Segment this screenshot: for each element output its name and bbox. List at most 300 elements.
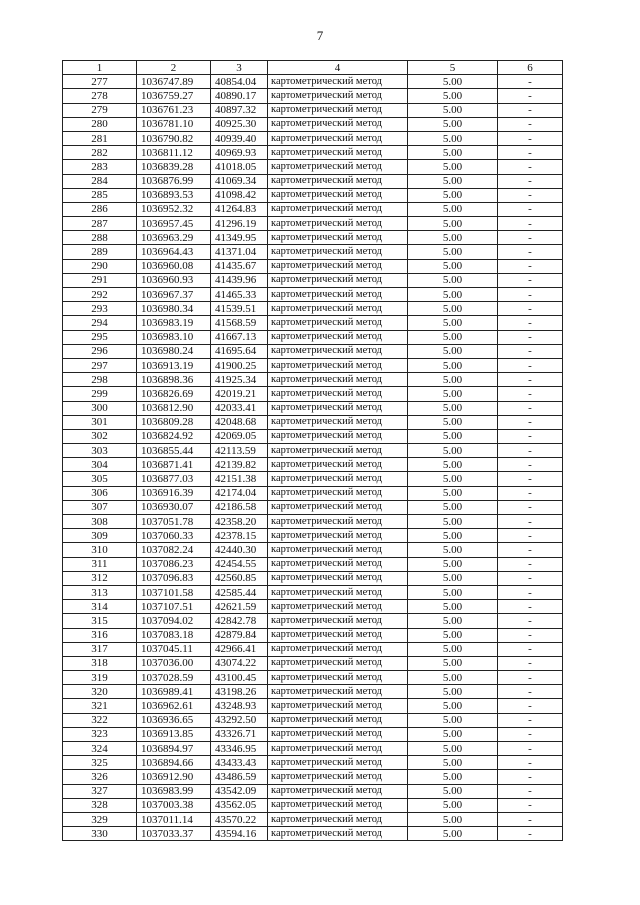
note-cell: - (498, 557, 563, 571)
y-coordinate-cell: 41018.05 (211, 160, 268, 174)
note-cell: - (498, 699, 563, 713)
table-row (63, 458, 563, 472)
point-number-cell: 282 (63, 146, 137, 160)
x-coordinate-cell: 1037107.51 (137, 600, 211, 614)
x-coordinate-cell: 1036913.19 (137, 358, 211, 372)
y-coordinate-cell: 41900.25 (211, 358, 268, 372)
y-coordinate-cell: 43542.09 (211, 784, 268, 798)
note-cell: - (498, 685, 563, 699)
point-number-cell: 280 (63, 117, 137, 131)
y-coordinate-cell: 43486.59 (211, 770, 268, 784)
accuracy-cell: 5.00 (408, 387, 498, 401)
accuracy-cell: 5.00 (408, 812, 498, 826)
y-coordinate-cell: 41435.67 (211, 259, 268, 273)
table-row (63, 146, 563, 160)
y-coordinate-cell: 42069.05 (211, 429, 268, 443)
point-number-cell: 328 (63, 798, 137, 812)
note-cell: - (498, 515, 563, 529)
x-coordinate-cell: 1036952.32 (137, 202, 211, 216)
point-number-cell: 330 (63, 827, 137, 841)
accuracy-cell: 5.00 (408, 188, 498, 202)
method-cell: картометрический метод (268, 557, 408, 571)
method-cell: картометрический метод (268, 288, 408, 302)
y-coordinate-cell: 42186.58 (211, 500, 268, 514)
y-coordinate-cell: 43100.45 (211, 671, 268, 685)
accuracy-cell: 5.00 (408, 614, 498, 628)
table-row (63, 401, 563, 415)
x-coordinate-cell: 1036826.69 (137, 387, 211, 401)
note-cell: - (498, 784, 563, 798)
point-number-cell: 278 (63, 89, 137, 103)
accuracy-cell: 5.00 (408, 89, 498, 103)
table-row (63, 259, 563, 273)
table-row (63, 387, 563, 401)
note-cell: - (498, 344, 563, 358)
point-number-cell: 292 (63, 288, 137, 302)
method-cell: картометрический метод (268, 827, 408, 841)
x-coordinate-cell: 1036980.34 (137, 302, 211, 316)
note-cell: - (498, 571, 563, 585)
point-number-cell: 306 (63, 486, 137, 500)
x-coordinate-cell: 1037003.38 (137, 798, 211, 812)
note-cell: - (498, 89, 563, 103)
accuracy-cell: 5.00 (408, 358, 498, 372)
point-number-cell: 289 (63, 245, 137, 259)
table-row (63, 202, 563, 216)
table-row (63, 117, 563, 131)
point-number-cell: 314 (63, 600, 137, 614)
accuracy-cell: 5.00 (408, 288, 498, 302)
x-coordinate-cell: 1037083.18 (137, 628, 211, 642)
note-cell: - (498, 812, 563, 826)
method-cell: картометрический метод (268, 543, 408, 557)
point-number-cell: 326 (63, 770, 137, 784)
method-cell: картометрический метод (268, 486, 408, 500)
point-number-cell: 294 (63, 316, 137, 330)
table-row (63, 373, 563, 387)
method-cell: картометрический метод (268, 798, 408, 812)
x-coordinate-cell: 1037082.24 (137, 543, 211, 557)
method-cell: картометрический метод (268, 585, 408, 599)
x-coordinate-cell: 1036759.27 (137, 89, 211, 103)
y-coordinate-cell: 42019.21 (211, 387, 268, 401)
note-cell: - (498, 131, 563, 145)
method-cell: картометрический метод (268, 316, 408, 330)
table-row (63, 273, 563, 287)
accuracy-cell: 5.00 (408, 770, 498, 784)
note-cell: - (498, 231, 563, 245)
accuracy-cell: 5.00 (408, 117, 498, 131)
method-cell: картометрический метод (268, 103, 408, 117)
point-number-cell: 295 (63, 330, 137, 344)
note-cell: - (498, 628, 563, 642)
x-coordinate-cell: 1036824.92 (137, 429, 211, 443)
y-coordinate-cell: 43248.93 (211, 699, 268, 713)
x-coordinate-cell: 1037033.37 (137, 827, 211, 841)
point-number-cell: 287 (63, 217, 137, 231)
table-row (63, 444, 563, 458)
x-coordinate-cell: 1037011.14 (137, 812, 211, 826)
x-coordinate-cell: 1036855.44 (137, 444, 211, 458)
point-number-cell: 324 (63, 742, 137, 756)
point-number-cell: 281 (63, 131, 137, 145)
y-coordinate-cell: 41925.34 (211, 373, 268, 387)
y-coordinate-cell: 42033.41 (211, 401, 268, 415)
y-coordinate-cell: 42174.04 (211, 486, 268, 500)
y-coordinate-cell: 41296.19 (211, 217, 268, 231)
coordinates-table (62, 60, 563, 841)
point-number-cell: 311 (63, 557, 137, 571)
table-row (63, 557, 563, 571)
accuracy-cell: 5.00 (408, 656, 498, 670)
method-cell: картометрический метод (268, 174, 408, 188)
note-cell: - (498, 415, 563, 429)
note-cell: - (498, 373, 563, 387)
x-coordinate-cell: 1036790.82 (137, 131, 211, 145)
y-coordinate-cell: 42621.59 (211, 600, 268, 614)
accuracy-cell: 5.00 (408, 131, 498, 145)
note-cell: - (498, 529, 563, 543)
method-cell: картометрический метод (268, 472, 408, 486)
note-cell: - (498, 642, 563, 656)
method-cell: картометрический метод (268, 231, 408, 245)
table-header-row (63, 61, 563, 75)
method-cell: картометрический метод (268, 273, 408, 287)
method-cell: картометрический метод (268, 89, 408, 103)
accuracy-cell: 5.00 (408, 259, 498, 273)
column-header: 5 (408, 61, 498, 75)
point-number-cell: 307 (63, 500, 137, 514)
x-coordinate-cell: 1036871.41 (137, 458, 211, 472)
note-cell: - (498, 217, 563, 231)
x-coordinate-cell: 1037028.59 (137, 671, 211, 685)
accuracy-cell: 5.00 (408, 458, 498, 472)
table-row (63, 585, 563, 599)
accuracy-cell: 5.00 (408, 444, 498, 458)
accuracy-cell: 5.00 (408, 174, 498, 188)
accuracy-cell: 5.00 (408, 557, 498, 571)
y-coordinate-cell: 42358.20 (211, 515, 268, 529)
method-cell: картометрический метод (268, 146, 408, 160)
point-number-cell: 315 (63, 614, 137, 628)
accuracy-cell: 5.00 (408, 273, 498, 287)
column-header: 2 (137, 61, 211, 75)
table-row (63, 742, 563, 756)
point-number-cell: 317 (63, 642, 137, 656)
accuracy-cell: 5.00 (408, 429, 498, 443)
x-coordinate-cell: 1036963.29 (137, 231, 211, 245)
table-row (63, 217, 563, 231)
accuracy-cell: 5.00 (408, 642, 498, 656)
y-coordinate-cell: 42585.44 (211, 585, 268, 599)
method-cell: картометрический метод (268, 756, 408, 770)
table-row (63, 529, 563, 543)
y-coordinate-cell: 43074.22 (211, 656, 268, 670)
method-cell: картометрический метод (268, 458, 408, 472)
method-cell: картометрический метод (268, 784, 408, 798)
x-coordinate-cell: 1036962.61 (137, 699, 211, 713)
x-coordinate-cell: 1036964.43 (137, 245, 211, 259)
note-cell: - (498, 288, 563, 302)
table-row (63, 103, 563, 117)
note-cell: - (498, 188, 563, 202)
x-coordinate-cell: 1037051.78 (137, 515, 211, 529)
table-row (63, 89, 563, 103)
y-coordinate-cell: 40969.93 (211, 146, 268, 160)
accuracy-cell: 5.00 (408, 245, 498, 259)
y-coordinate-cell: 40897.32 (211, 103, 268, 117)
table-row (63, 174, 563, 188)
accuracy-cell: 5.00 (408, 827, 498, 841)
y-coordinate-cell: 42440.30 (211, 543, 268, 557)
method-cell: картометрический метод (268, 75, 408, 89)
accuracy-cell: 5.00 (408, 330, 498, 344)
y-coordinate-cell: 42842.78 (211, 614, 268, 628)
point-number-cell: 283 (63, 160, 137, 174)
point-number-cell: 277 (63, 75, 137, 89)
method-cell: картометрический метод (268, 770, 408, 784)
x-coordinate-cell: 1036839.28 (137, 160, 211, 174)
table-row (63, 316, 563, 330)
note-cell: - (498, 600, 563, 614)
x-coordinate-cell: 1036930.07 (137, 500, 211, 514)
table-row (63, 288, 563, 302)
note-cell: - (498, 798, 563, 812)
point-number-cell: 302 (63, 429, 137, 443)
x-coordinate-cell: 1036960.08 (137, 259, 211, 273)
accuracy-cell: 5.00 (408, 585, 498, 599)
method-cell: картометрический метод (268, 302, 408, 316)
accuracy-cell: 5.00 (408, 727, 498, 741)
y-coordinate-cell: 40939.40 (211, 131, 268, 145)
y-coordinate-cell: 43326.71 (211, 727, 268, 741)
x-coordinate-cell: 1036989.41 (137, 685, 211, 699)
point-number-cell: 327 (63, 784, 137, 798)
table-row (63, 827, 563, 841)
note-cell: - (498, 727, 563, 741)
point-number-cell: 288 (63, 231, 137, 245)
accuracy-cell: 5.00 (408, 302, 498, 316)
y-coordinate-cell: 42454.55 (211, 557, 268, 571)
coordinates-table-container (62, 60, 563, 841)
x-coordinate-cell: 1036894.97 (137, 742, 211, 756)
point-number-cell: 290 (63, 259, 137, 273)
point-number-cell: 320 (63, 685, 137, 699)
note-cell: - (498, 273, 563, 287)
y-coordinate-cell: 43562.05 (211, 798, 268, 812)
method-cell: картометрический метод (268, 812, 408, 826)
table-row (63, 628, 563, 642)
table-row (63, 770, 563, 784)
table-row (63, 614, 563, 628)
point-number-cell: 310 (63, 543, 137, 557)
y-coordinate-cell: 42139.82 (211, 458, 268, 472)
table-row (63, 685, 563, 699)
accuracy-cell: 5.00 (408, 543, 498, 557)
table-row (63, 756, 563, 770)
x-coordinate-cell: 1036983.99 (137, 784, 211, 798)
note-cell: - (498, 713, 563, 727)
x-coordinate-cell: 1036812.90 (137, 401, 211, 415)
x-coordinate-cell: 1037045.11 (137, 642, 211, 656)
note-cell: - (498, 117, 563, 131)
note-cell: - (498, 444, 563, 458)
method-cell: картометрический метод (268, 131, 408, 145)
y-coordinate-cell: 42560.85 (211, 571, 268, 585)
point-number-cell: 298 (63, 373, 137, 387)
x-coordinate-cell: 1037036.00 (137, 656, 211, 670)
table-row (63, 571, 563, 585)
note-cell: - (498, 202, 563, 216)
y-coordinate-cell: 43433.43 (211, 756, 268, 770)
x-coordinate-cell: 1036936.65 (137, 713, 211, 727)
y-coordinate-cell: 42966.41 (211, 642, 268, 656)
method-cell: картометрический метод (268, 117, 408, 131)
note-cell: - (498, 401, 563, 415)
y-coordinate-cell: 42151.38 (211, 472, 268, 486)
column-header: 1 (63, 61, 137, 75)
x-coordinate-cell: 1036913.85 (137, 727, 211, 741)
table-row (63, 429, 563, 443)
method-cell: картометрический метод (268, 515, 408, 529)
table-row (63, 302, 563, 316)
method-cell: картометрический метод (268, 373, 408, 387)
table-row (63, 358, 563, 372)
accuracy-cell: 5.00 (408, 784, 498, 798)
accuracy-cell: 5.00 (408, 217, 498, 231)
point-number-cell: 284 (63, 174, 137, 188)
table-row (63, 642, 563, 656)
x-coordinate-cell: 1036983.10 (137, 330, 211, 344)
table-row (63, 330, 563, 344)
table-row (63, 784, 563, 798)
note-cell: - (498, 330, 563, 344)
x-coordinate-cell: 1036761.23 (137, 103, 211, 117)
y-coordinate-cell: 43292.50 (211, 713, 268, 727)
point-number-cell: 303 (63, 444, 137, 458)
x-coordinate-cell: 1036960.93 (137, 273, 211, 287)
y-coordinate-cell: 41439.96 (211, 273, 268, 287)
method-cell: картометрический метод (268, 358, 408, 372)
note-cell: - (498, 429, 563, 443)
table-row (63, 415, 563, 429)
x-coordinate-cell: 1036898.36 (137, 373, 211, 387)
method-cell: картометрический метод (268, 529, 408, 543)
method-cell: картометрический метод (268, 500, 408, 514)
accuracy-cell: 5.00 (408, 202, 498, 216)
accuracy-cell: 5.00 (408, 373, 498, 387)
y-coordinate-cell: 42048.68 (211, 415, 268, 429)
x-coordinate-cell: 1036983.19 (137, 316, 211, 330)
method-cell: картометрический метод (268, 202, 408, 216)
method-cell: картометрический метод (268, 259, 408, 273)
point-number-cell: 291 (63, 273, 137, 287)
y-coordinate-cell: 41371.04 (211, 245, 268, 259)
y-coordinate-cell: 41568.59 (211, 316, 268, 330)
point-number-cell: 299 (63, 387, 137, 401)
accuracy-cell: 5.00 (408, 798, 498, 812)
accuracy-cell: 5.00 (408, 515, 498, 529)
accuracy-cell: 5.00 (408, 401, 498, 415)
x-coordinate-cell: 1037096.83 (137, 571, 211, 585)
note-cell: - (498, 614, 563, 628)
table-row (63, 600, 563, 614)
note-cell: - (498, 245, 563, 259)
y-coordinate-cell: 41465.33 (211, 288, 268, 302)
x-coordinate-cell: 1036747.89 (137, 75, 211, 89)
note-cell: - (498, 543, 563, 557)
y-coordinate-cell: 40890.17 (211, 89, 268, 103)
table-row (63, 798, 563, 812)
point-number-cell: 304 (63, 458, 137, 472)
x-coordinate-cell: 1036980.24 (137, 344, 211, 358)
x-coordinate-cell: 1037060.33 (137, 529, 211, 543)
accuracy-cell: 5.00 (408, 415, 498, 429)
accuracy-cell: 5.00 (408, 756, 498, 770)
note-cell: - (498, 585, 563, 599)
table-row (63, 245, 563, 259)
table-row (63, 515, 563, 529)
y-coordinate-cell: 41098.42 (211, 188, 268, 202)
x-coordinate-cell: 1036894.66 (137, 756, 211, 770)
point-number-cell: 293 (63, 302, 137, 316)
accuracy-cell: 5.00 (408, 713, 498, 727)
accuracy-cell: 5.00 (408, 628, 498, 642)
x-coordinate-cell: 1036811.12 (137, 146, 211, 160)
point-number-cell: 313 (63, 585, 137, 599)
column-header: 6 (498, 61, 563, 75)
method-cell: картометрический метод (268, 571, 408, 585)
x-coordinate-cell: 1036877.03 (137, 472, 211, 486)
x-coordinate-cell: 1036967.37 (137, 288, 211, 302)
method-cell: картометрический метод (268, 444, 408, 458)
method-cell: картометрический метод (268, 387, 408, 401)
accuracy-cell: 5.00 (408, 742, 498, 756)
y-coordinate-cell: 40854.04 (211, 75, 268, 89)
y-coordinate-cell: 43346.95 (211, 742, 268, 756)
y-coordinate-cell: 43570.22 (211, 812, 268, 826)
y-coordinate-cell: 42378.15 (211, 529, 268, 543)
x-coordinate-cell: 1037086.23 (137, 557, 211, 571)
point-number-cell: 308 (63, 515, 137, 529)
note-cell: - (498, 387, 563, 401)
column-header: 4 (268, 61, 408, 75)
note-cell: - (498, 671, 563, 685)
point-number-cell: 297 (63, 358, 137, 372)
y-coordinate-cell: 41069.34 (211, 174, 268, 188)
method-cell: картометрический метод (268, 429, 408, 443)
point-number-cell: 305 (63, 472, 137, 486)
note-cell: - (498, 358, 563, 372)
accuracy-cell: 5.00 (408, 231, 498, 245)
point-number-cell: 319 (63, 671, 137, 685)
accuracy-cell: 5.00 (408, 529, 498, 543)
y-coordinate-cell: 41667.13 (211, 330, 268, 344)
y-coordinate-cell: 41695.64 (211, 344, 268, 358)
accuracy-cell: 5.00 (408, 699, 498, 713)
note-cell: - (498, 259, 563, 273)
x-coordinate-cell: 1036916.39 (137, 486, 211, 500)
accuracy-cell: 5.00 (408, 472, 498, 486)
accuracy-cell: 5.00 (408, 685, 498, 699)
note-cell: - (498, 827, 563, 841)
method-cell: картометрический метод (268, 217, 408, 231)
point-number-cell: 285 (63, 188, 137, 202)
note-cell: - (498, 656, 563, 670)
y-coordinate-cell: 42879.84 (211, 628, 268, 642)
y-coordinate-cell: 43198.26 (211, 685, 268, 699)
table-row (63, 472, 563, 486)
